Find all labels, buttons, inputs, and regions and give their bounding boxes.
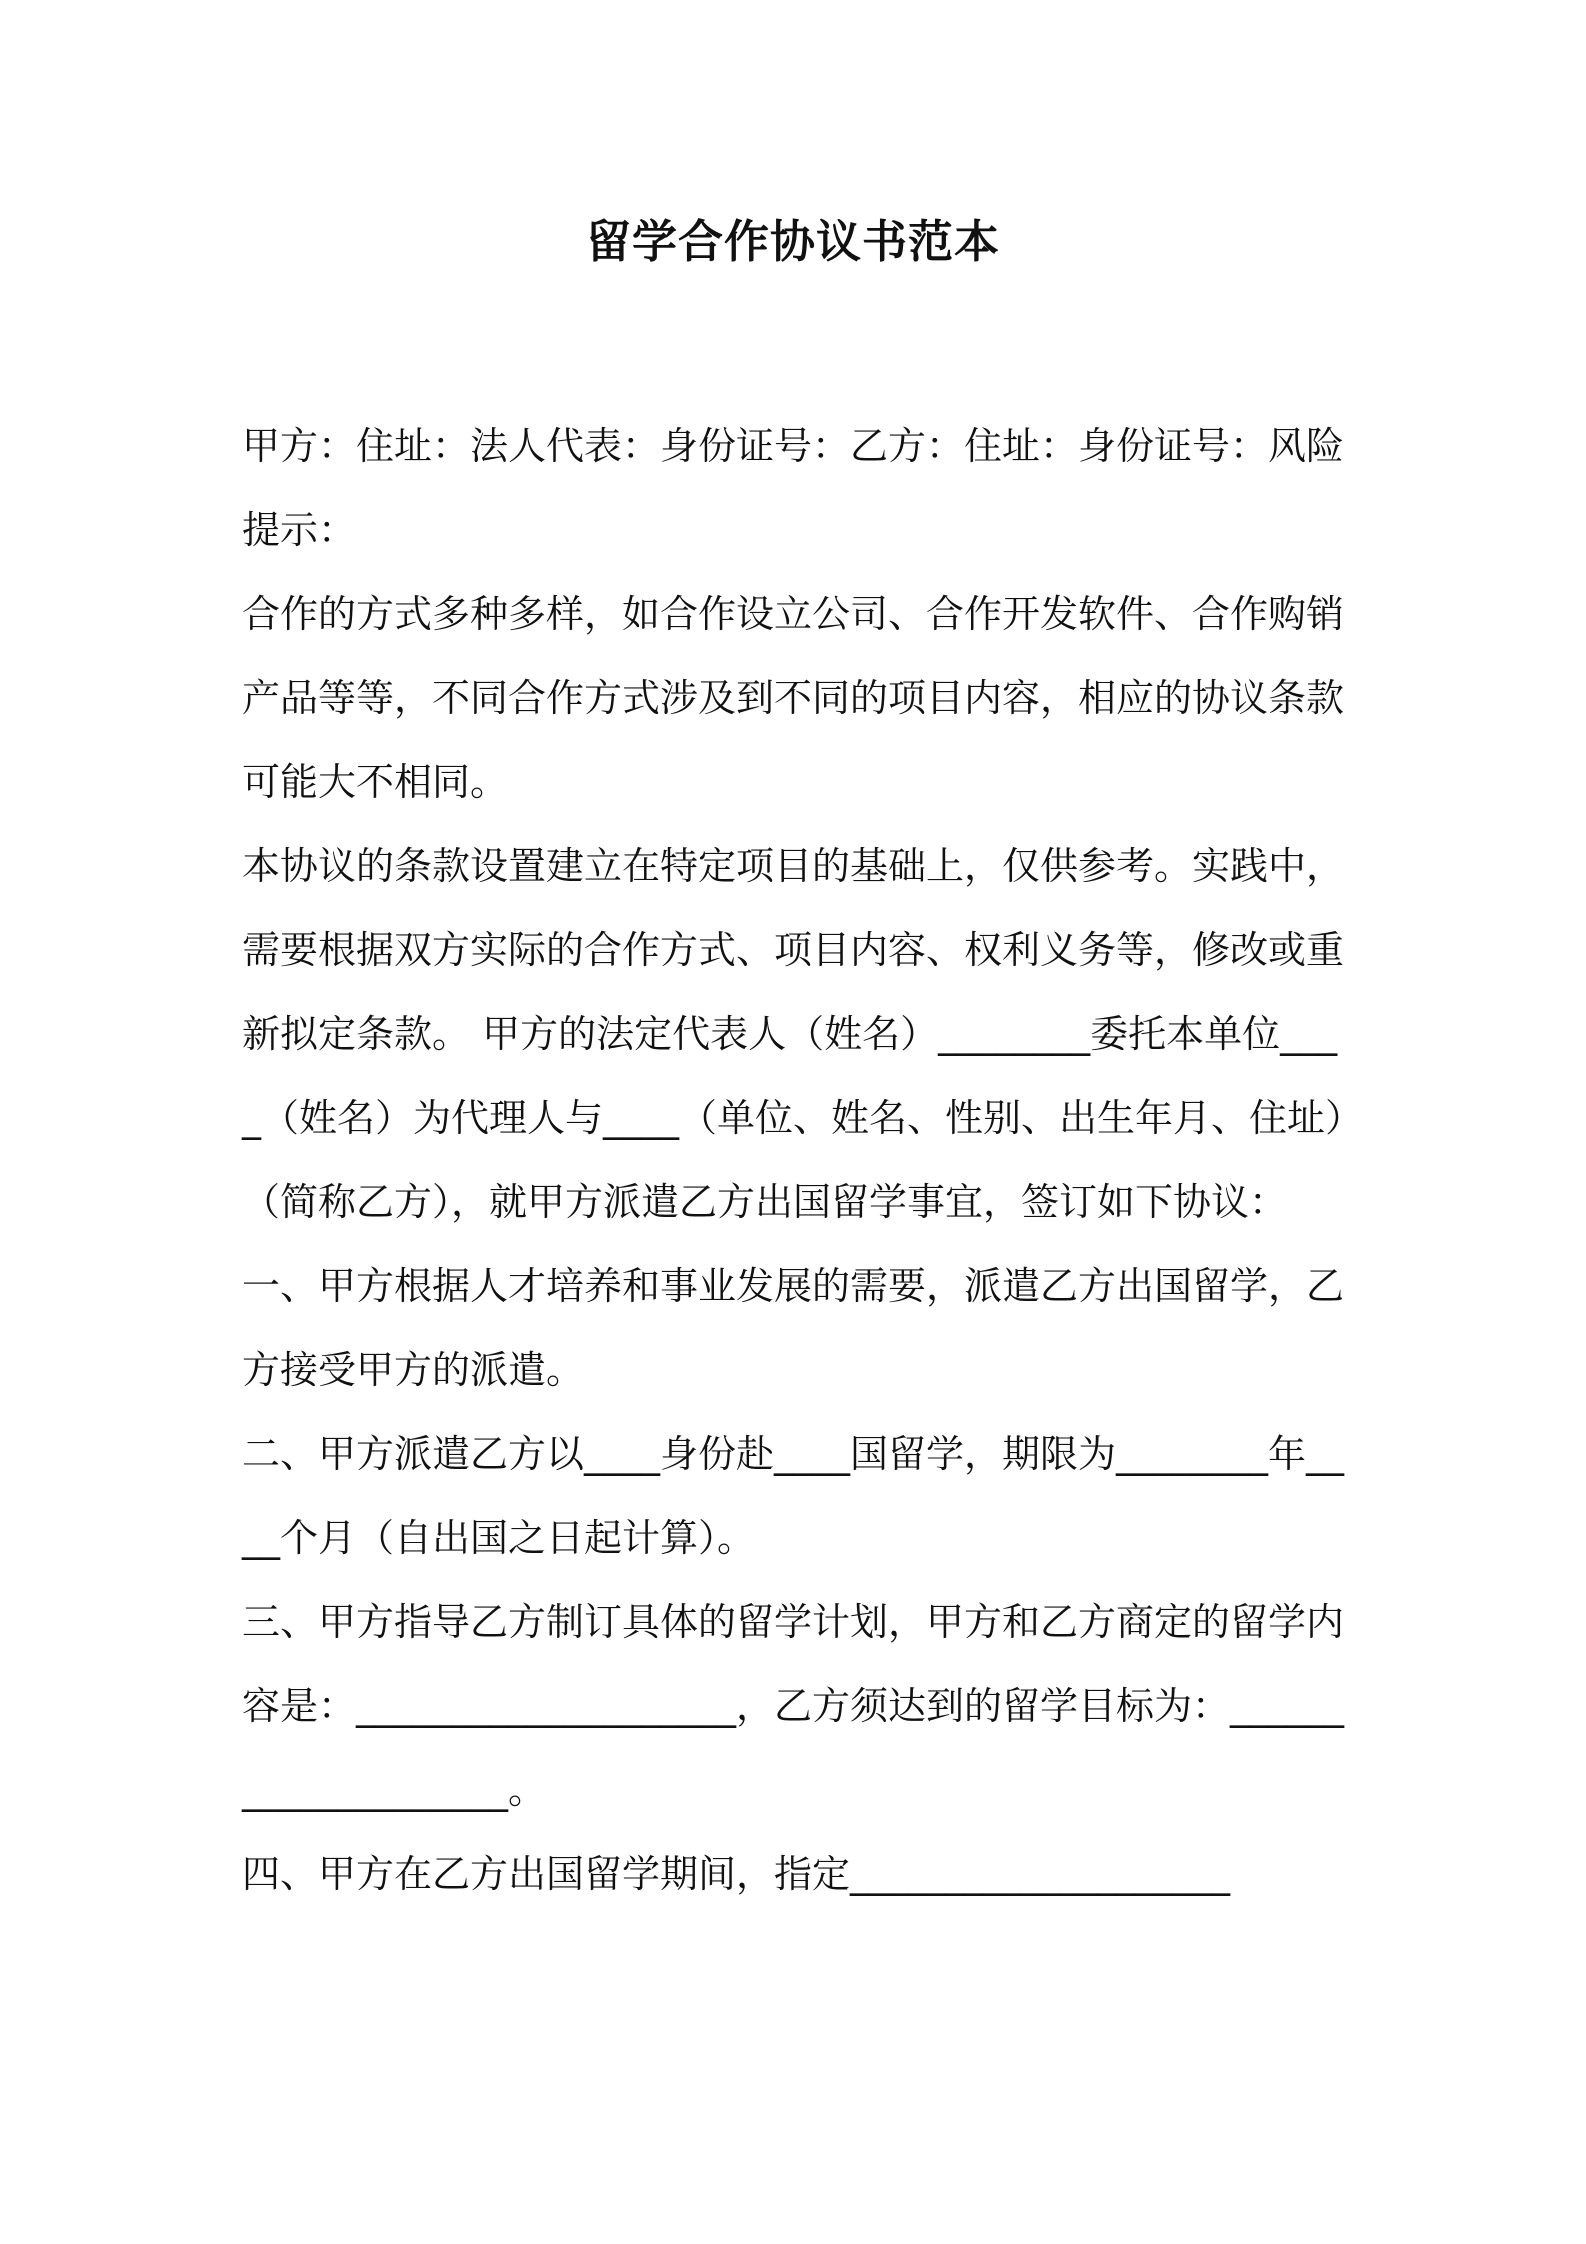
agreement-intro-paragraph: 本协议的条款设置建立在特定项目的基础上，仅供参考。实践中，需要根据双方实际的合作方式、项目内容、权利义务等，修改或重新拟定条款。 甲方的法定代表人（姓名）________委托本单位____（姓名）为代理人与____（单位、姓名、性别、出生年月、住址）（简称乙方），就甲方派遣乙方出国留学事宜，签订如下协议： (242, 844, 1345, 1224)
document-body (242, 404, 1354, 1916)
clause-4: 四、甲方在乙方出国留学期间，指定____________________ (242, 1852, 1231, 1896)
clause-1: 一、甲方根据人才培养和事业发展的需要，派遣乙方出国留学，乙方接受甲方的派遣。 (242, 1264, 1345, 1392)
document-title: 留学合作协议书范本 (585, 215, 1000, 268)
clause-2: 二、甲方派遣乙方以____身份赴____国留学，期限为________年____个月（自出国之日起计算）。 (242, 1432, 1345, 1560)
parties-paragraph: 甲方：住址：法人代表：身份证号：乙方：住址：身份证号：风险提示： (242, 424, 1345, 552)
clause-3: 三、甲方指导乙方制订具体的留学计划，甲方和乙方商定的留学内容是：____________________，乙方须达到的留学目标为：____________________。 (242, 1600, 1345, 1812)
cooperation-methods-paragraph: 合作的方式多种多样，如合作设立公司、合作开发软件、合作购销产品等等，不同合作方式涉及到不同的项目内容，相应的协议条款可能大不相同。 (242, 592, 1345, 804)
